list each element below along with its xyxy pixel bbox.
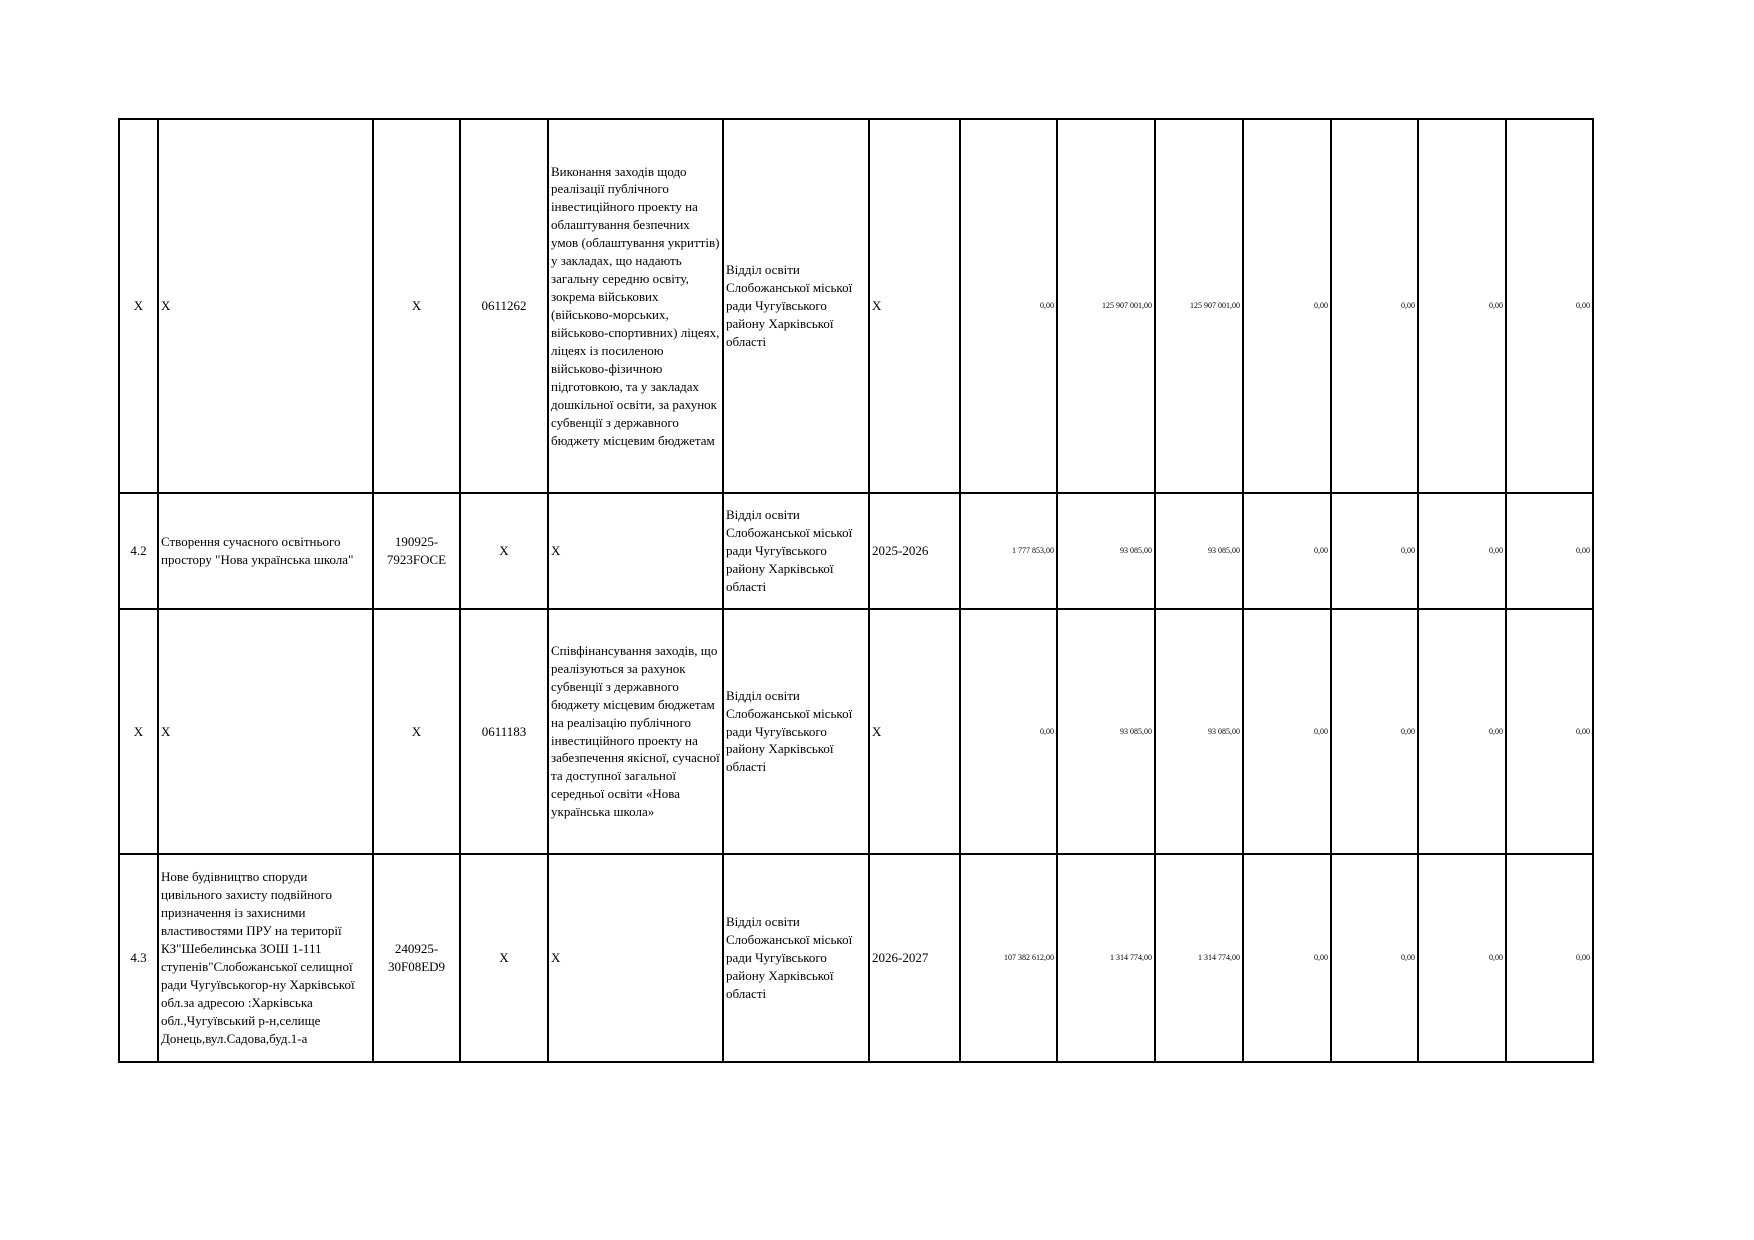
amount-cell-4: 0,00 bbox=[1243, 609, 1331, 854]
amount-cell-1: 0,00 bbox=[960, 609, 1057, 854]
term-cell: Х bbox=[869, 609, 960, 854]
term-cell: 2026-2027 bbox=[869, 854, 960, 1062]
amount-cell-2: 93 085,00 bbox=[1057, 609, 1155, 854]
amount-cell-7: 0,00 bbox=[1506, 854, 1593, 1062]
amount-cell-2: 1 314 774,00 bbox=[1057, 854, 1155, 1062]
amount-cell-3: 1 314 774,00 bbox=[1155, 854, 1243, 1062]
amount-cell-7: 0,00 bbox=[1506, 493, 1593, 609]
kpkv-code-cell: Х bbox=[460, 493, 548, 609]
amount-cell-4: 0,00 bbox=[1243, 854, 1331, 1062]
amount-cell-2: 93 085,00 bbox=[1057, 493, 1155, 609]
object-name-cell: Нове будівництво споруди цивільного захисту подвійного призначення із захисними властивостями ПРУ на території КЗ"Шебелинська ЗОШ 1-111 ступенів"Слобожанської селищної ради Чугуївськогор-ну Харківської обл.за адресою :Харківська обл.,Чугуївський р-н,селище Донець,вул.Садова,буд.1-а bbox=[158, 854, 373, 1062]
amount-cell-7: 0,00 bbox=[1506, 609, 1593, 854]
table-row bbox=[119, 609, 1593, 854]
amount-cell-1: 1 777 853,00 bbox=[960, 493, 1057, 609]
kpkv-code-cell: Х bbox=[460, 854, 548, 1062]
row-number-cell: 4.2 bbox=[119, 493, 158, 609]
kpkv-code-cell: 0611183 bbox=[460, 609, 548, 854]
executor-cell: Відділ освіти Слобожанської міської ради Чугуївського району Харківської області bbox=[723, 609, 869, 854]
amount-cell-5: 0,00 bbox=[1331, 854, 1418, 1062]
budget-table bbox=[118, 118, 1594, 1063]
object-id-cell: 240925-30F08ED9 bbox=[373, 854, 460, 1062]
executor-cell: Відділ освіти Слобожанської міської ради Чугуївського району Харківської області bbox=[723, 119, 869, 493]
object-name-cell: Х bbox=[158, 609, 373, 854]
measure-description-cell: Х bbox=[548, 493, 723, 609]
table-row bbox=[119, 119, 1593, 493]
row-number-cell: Х bbox=[119, 609, 158, 854]
executor-cell: Відділ освіти Слобожанської міської ради Чугуївського району Харківської області bbox=[723, 493, 869, 609]
row-number-cell: 4.3 bbox=[119, 854, 158, 1062]
amount-cell-6: 0,00 bbox=[1418, 493, 1506, 609]
amount-cell-6: 0,00 bbox=[1418, 854, 1506, 1062]
object-name-cell: Х bbox=[158, 119, 373, 493]
measure-description-cell: Співфінансування заходів, що реалізуються за рахунок субвенції з державного бюджету місцевим бюджетам на реалізацію публічного інвестиційного проекту на забезпечення якісної, сучасної та доступної загальної середньої освіти «Нова українська школа» bbox=[548, 609, 723, 854]
amount-cell-3: 125 907 001,00 bbox=[1155, 119, 1243, 493]
object-id-cell: Х bbox=[373, 609, 460, 854]
term-cell: 2025-2026 bbox=[869, 493, 960, 609]
amount-cell-1: 107 382 612,00 bbox=[960, 854, 1057, 1062]
amount-cell-6: 0,00 bbox=[1418, 119, 1506, 493]
table-row bbox=[119, 493, 1593, 609]
kpkv-code-cell: 0611262 bbox=[460, 119, 548, 493]
measure-description-cell: Х bbox=[548, 854, 723, 1062]
amount-cell-5: 0,00 bbox=[1331, 493, 1418, 609]
term-cell: Х bbox=[869, 119, 960, 493]
amount-cell-4: 0,00 bbox=[1243, 493, 1331, 609]
amount-cell-4: 0,00 bbox=[1243, 119, 1331, 493]
amount-cell-5: 0,00 bbox=[1331, 609, 1418, 854]
row-number-cell: Х bbox=[119, 119, 158, 493]
amount-cell-1: 0,00 bbox=[960, 119, 1057, 493]
amount-cell-3: 93 085,00 bbox=[1155, 609, 1243, 854]
amount-cell-3: 93 085,00 bbox=[1155, 493, 1243, 609]
measure-description-cell: Виконання заходів щодо реалізації публічного інвестиційного проекту на облаштування безпечних умов (облаштування укриттів) у закладах, що надають загальну середню освіту, зокрема військових (військово-морських, військово-спортивних) ліцеях, ліцеях із посиленою військово-фізичною підготовкою, та у закладах дошкільної освіти, за рахунок субвенції з державного бюджету місцевим бюджетам bbox=[548, 119, 723, 493]
amount-cell-6: 0,00 bbox=[1418, 609, 1506, 854]
amount-cell-5: 0,00 bbox=[1331, 119, 1418, 493]
object-id-cell: Х bbox=[373, 119, 460, 493]
amount-cell-7: 0,00 bbox=[1506, 119, 1593, 493]
table-row bbox=[119, 854, 1593, 1062]
amount-cell-2: 125 907 001,00 bbox=[1057, 119, 1155, 493]
executor-cell: Відділ освіти Слобожанської міської ради Чугуївського району Харківської області bbox=[723, 854, 869, 1062]
object-id-cell: 190925-7923FOCE bbox=[373, 493, 460, 609]
object-name-cell: Створення сучасного освітнього простору "Нова українська школа" bbox=[158, 493, 373, 609]
